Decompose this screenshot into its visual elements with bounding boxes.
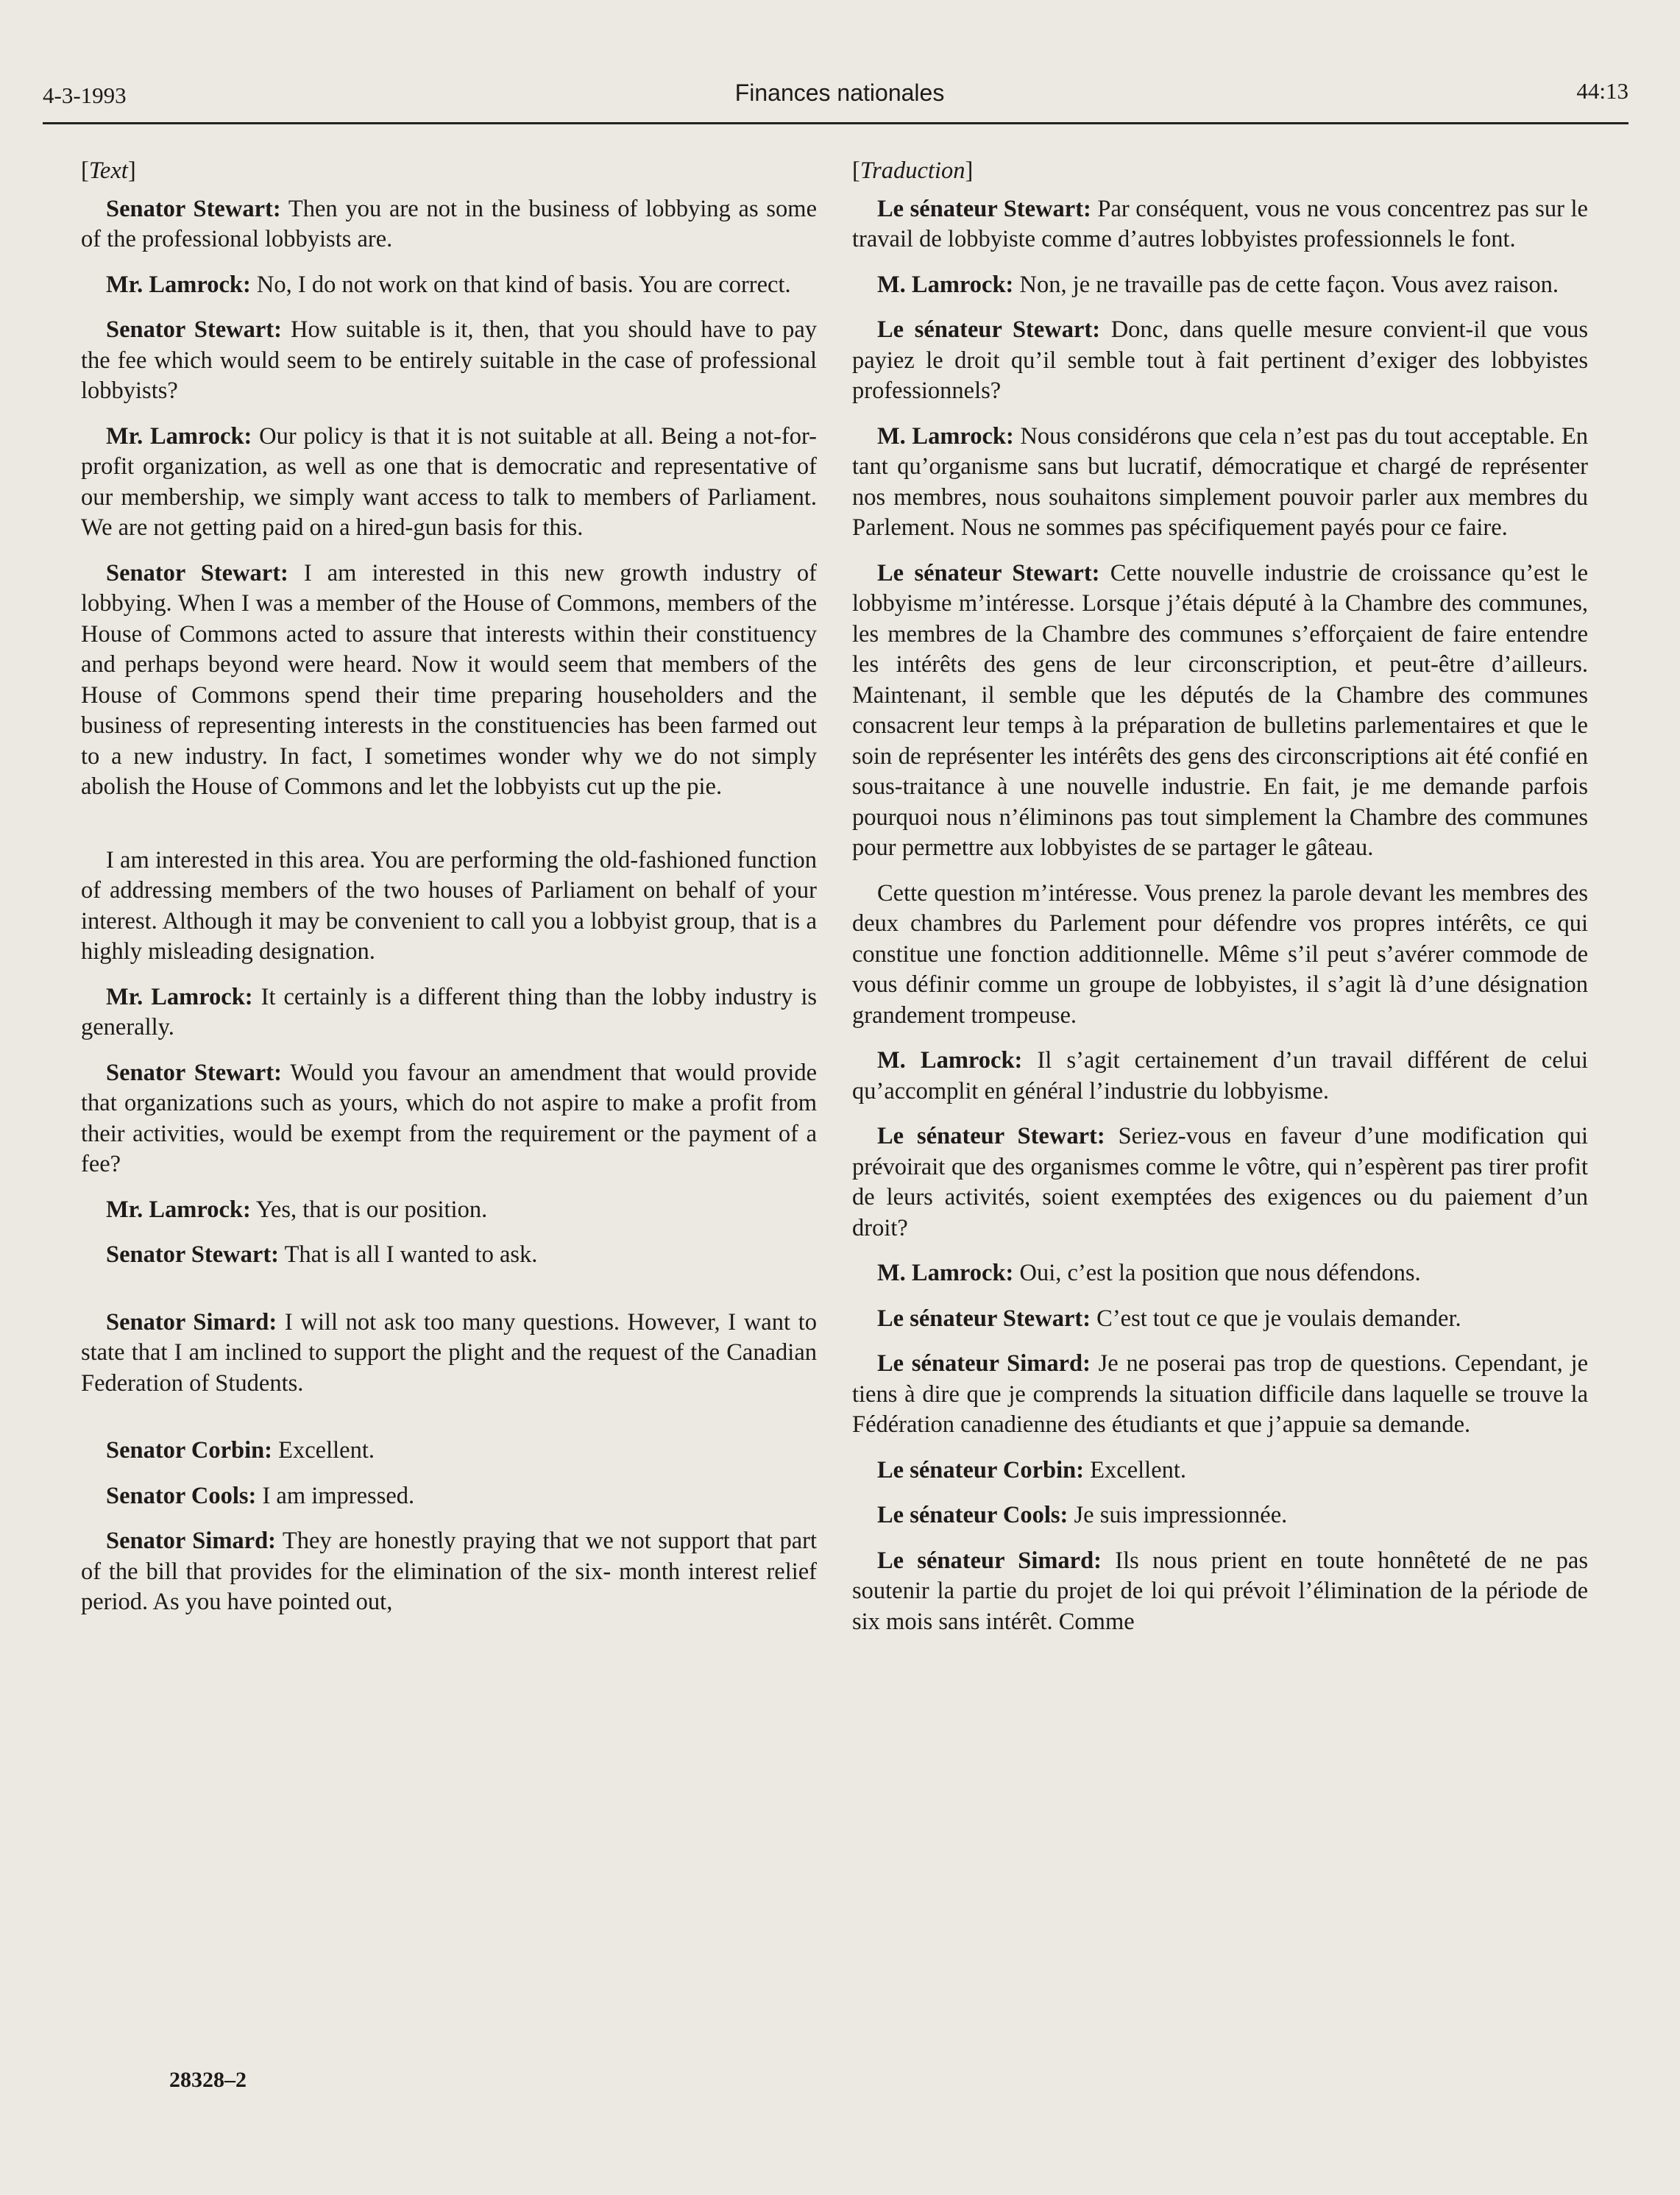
speaker: Mr. Lamrock: [106,271,251,298]
speaker: Mr. Lamrock: [106,422,252,450]
speaker: Le sénateur Stewart: [877,559,1100,586]
paragraph: Le sénateur Corbin: Excellent. [877,1456,1187,1483]
paragraph: Le sénateur Stewart: Cette nouvelle industrie de croissance qu’est le lobbyisme m’intéresse. Lorsque j’étais député à la Chambre des communes, les membres de la Chambre des communes s’efforçaient de faire entendre les intérêts des gens de leur circonscription, et peut-être d’ailleurs. Maintenant, il semble que les députés de la Chambre des communes consacrent leur temps à la préparation de bulletins parlementaires et que le soin de représenter les intérêts des gens des circonscriptions ait été confié en sous-traitance à une nouvelle industrie. En fait, je me demande parfois pourquoi nous n’éliminons pas tout simplement la Chambre des communes pour permettre aux lobbyistes de se partager le gâteau. [852,559,1588,861]
paragraph: Mr. Lamrock: It certainly is a different thing than the lobby industry is generally. [81,983,818,1040]
speaker: Senator Simard: [106,1528,276,1554]
speaker: Le sénateur Stewart: [877,316,1101,343]
paragraph: I am interested in this area. You are performing the old-fashioned function of addressing members of the two houses of Parliament on behalf of your interest. Although it may be convenient to call you a lobbyist group, that is a highly misleading designation. [81,846,817,965]
speaker: Senator Stewart: [106,1059,282,1086]
paragraph: Senator Stewart: I am interested in this new growth industry of lobbying. When I was a member of the House of Commons, members of the House of Commons acted to assure that interests within their constituency and perhaps beyond were heard. Now it would seem that members of the House of Commons spend their time preparing householders and the business of representing interests in the constituencies has been farmed out to a new industry. In fact, I sometimes wonder why we do not simply abolish the House of Commons and let the lobbyists cut up the pie. [81,559,817,800]
speaker: Le sénateur Corbin: [877,1456,1085,1483]
header-page-number: 44:13 [1576,78,1628,104]
paragraph: Senator Stewart: Then you are not in the business of lobbying as some of the professional lobbyists are. [81,195,817,252]
speaker: M. Lamrock: [877,1047,1023,1074]
english-column [81,156,817,1633]
paragraph: Senator Corbin: Excellent. [106,1437,375,1464]
header-rule [43,122,1628,124]
paragraph: Senator Simard: I will not ask too many questions. However, I want to state that I am inclined to support the plight and the request of the Canadian Federation of Students. [81,1308,817,1397]
speaker: Le sénateur Simard: [877,1350,1091,1377]
paragraph: Le sénateur Simard: Je ne poserai pas trop de questions. Cependant, je tiens à dire que je comprends la situation difficile dans laquelle se trouve la Fédération canadienne des étudiants et que j’appuie sa demande. [852,1350,1588,1438]
paragraph: M. Lamrock: Oui, c’est la position que nous défendons. [877,1260,1421,1286]
paragraph: Senator Simard: They are honestly praying that we not support that part of the bill that provides for the elimination of the six- month interest relief period. As you have pointed out, [81,1528,817,1615]
language-label: [Traduction] [852,157,974,184]
french-column [852,156,1588,1652]
paragraph: Senator Stewart: How suitable is it, then, that you should have to pay the fee which would seem to be entirely suitable in the case of professional lobbyists? [81,316,817,404]
paragraph: Le sénateur Stewart: Seriez-vous en faveur d’une modification qui prévoirait que des organismes comme le vôtre, qui n’espèrent pas tirer profit de leurs activités, soient exemptées des exigences ou du paiement d’un droit? [852,1123,1588,1241]
speaker: Senator Simard: [106,1308,277,1336]
speaker: Senator Corbin: [106,1437,273,1464]
speaker: Mr. Lamrock: [106,1196,251,1223]
paragraph: Senator Stewart: Would you favour an amendment that would provide that organizations such as yours, which do not aspire to make a profit from their activities, would be exempt from the requirement or the payment of a fee? [81,1059,817,1177]
speaker: Senator Stewart: [106,1241,279,1268]
speaker: Le sénateur Stewart: [877,195,1091,222]
speaker: M. Lamrock: [877,422,1014,450]
speaker: Le sénateur Cools: [877,1502,1068,1528]
paragraph: M. Lamrock: Nous considérons que cela n’est pas du tout acceptable. En tant qu’organisme sans but lucratif, démocratique et chargé de représenter nos membres, nous souhaitons simplement pouvoir parler aux membres du Parlement. Nous ne sommes pas spécifiquement payés pour ce faire. [852,422,1588,541]
paragraph: Senator Stewart: That is all I wanted to ask. [106,1241,538,1268]
speaker: M. Lamrock: [877,271,1014,298]
paragraph: Mr. Lamrock: Our policy is that it is not suitable at all. Being a not-for-profit organization, as well as one that is democratic and representative of our membership, we simply want access to talk to members of Parliament. We are not getting paid on a hired-gun basis for this. [81,422,817,541]
speaker: Senator Stewart: [106,195,281,222]
speaker: Senator Stewart: [106,316,282,343]
paragraph: Senator Cools: I am impressed. [106,1482,415,1509]
paragraph: Mr. Lamrock: No, I do not work on that kind of basis. You are correct. [106,271,791,298]
paragraph: Cette question m’intéresse. Vous prenez la parole devant les membres des deux chambres du Parlement pour défendre vos propres intérêts, ce qui constitue une fonction additionnelle. Même s’il peut s’avérer commode de vous définir comme un groupe de lobbyistes, il s’agit là d’une désignation grandement trompeuse. [852,879,1588,1029]
speaker: Le sénateur Stewart: [877,1123,1105,1149]
language-label: [Text] [81,157,136,184]
speaker: M. Lamrock: [877,1260,1014,1286]
paragraph: Le sénateur Stewart: Par conséquent, vous ne vous concentrez pas sur le travail de lobbyiste comme d’autres lobbyistes professionnels le font. [852,195,1588,252]
speaker: Le sénateur Simard: [877,1547,1102,1574]
footer-code: 28328–2 [169,2068,247,2092]
speaker: Le sénateur Stewart: [877,1305,1091,1332]
speaker: Mr. Lamrock: [106,983,253,1010]
paragraph: Le sénateur Stewart: Donc, dans quelle mesure convient-il que vous payiez le droit qu’il semble tout à fait pertinent d’exiger des lobbyistes professionnels? [852,316,1589,404]
paragraph: Mr. Lamrock: Yes, that is our position. [106,1196,488,1223]
paragraph: Le sénateur Stewart: C’est tout ce que je voulais demander. [877,1305,1461,1332]
paragraph: Le sénateur Simard: Ils nous prient en toute honnêteté de ne pas soutenir la partie du projet de loi qui prévoit l’élimination de la période de six mois sans intérêt. Comme [852,1547,1588,1635]
speaker: Senator Cools: [106,1482,257,1509]
paragraph: Le sénateur Cools: Je suis impressionnée. [877,1502,1288,1528]
speaker: Senator Stewart: [106,559,288,586]
header-title: Finances nationales [734,79,945,106]
paragraph: M. Lamrock: Non, je ne travaille pas de cette façon. Vous avez raison. [877,271,1559,298]
paragraph: M. Lamrock: Il s’agit certainement d’un travail différent de celui qu’accomplit en général l’industrie du lobbyisme. [852,1047,1588,1104]
header-date: 4-3-1993 [43,82,127,108]
